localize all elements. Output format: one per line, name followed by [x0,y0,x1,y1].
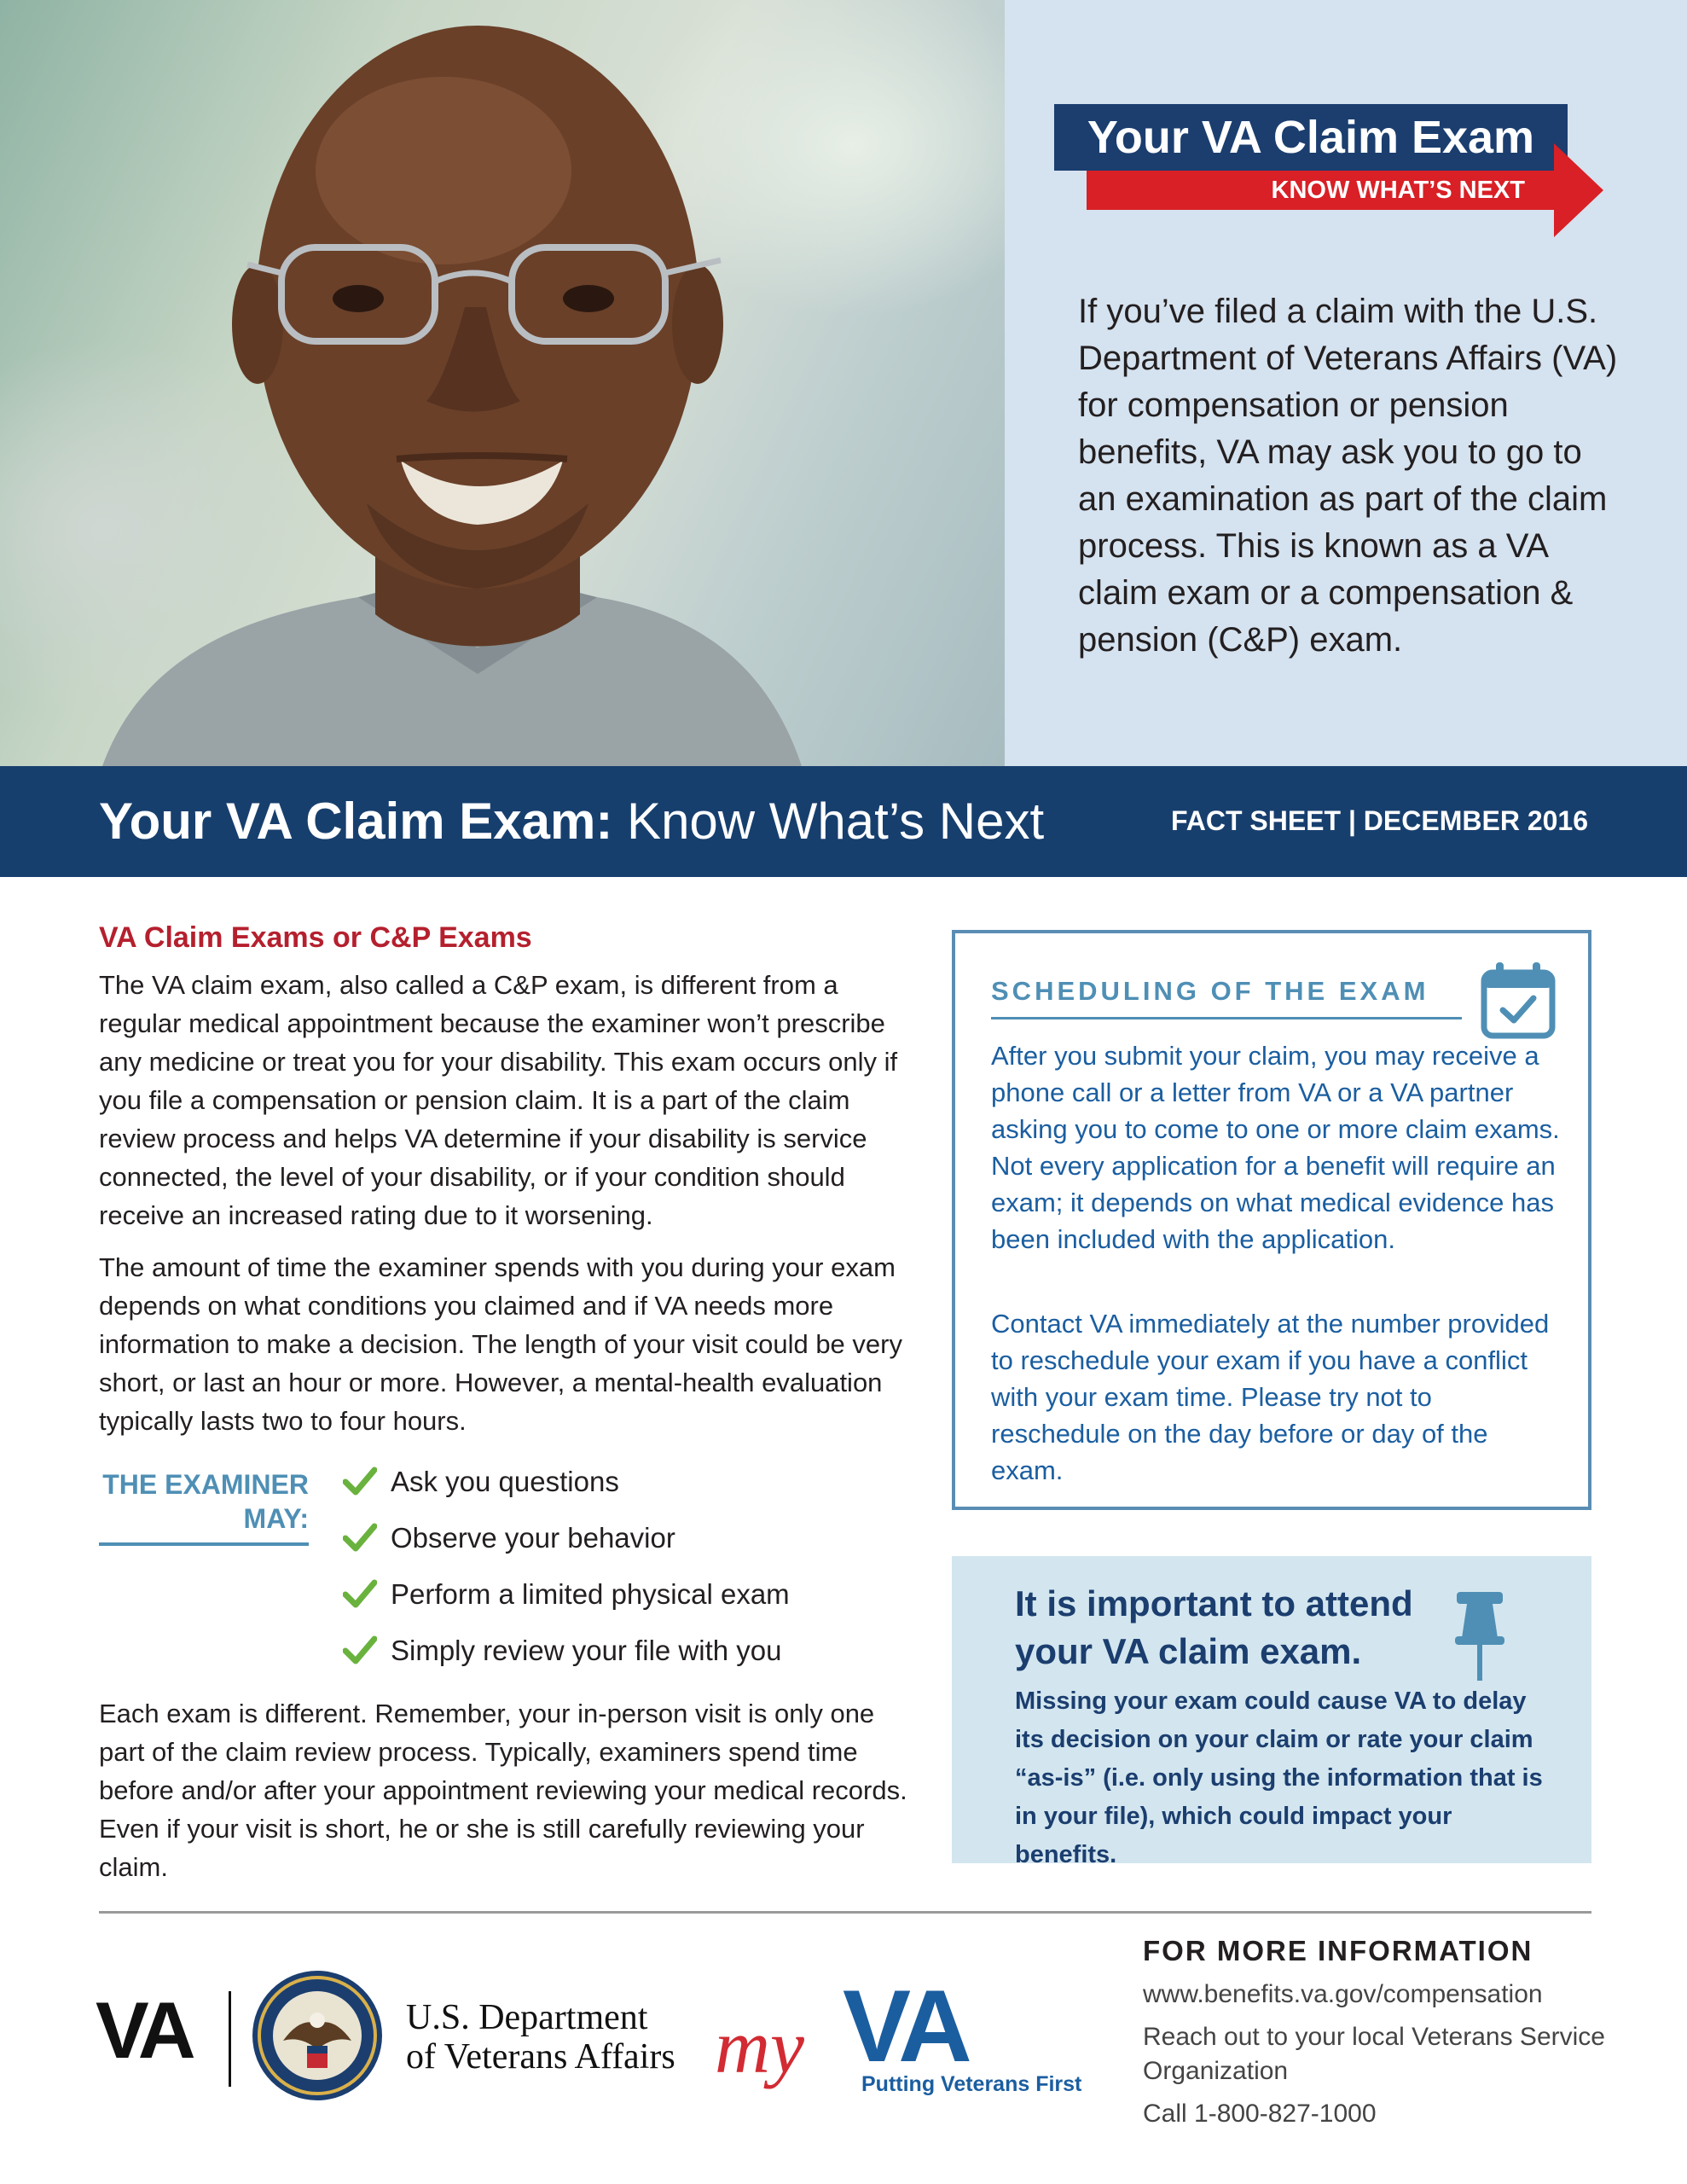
list-item-label: Ask you questions [391,1466,619,1497]
paragraph-each-exam: Each exam is different. Remember, your in-person visit is only one part of the claim review process. Typically, examiners spend time before and/or after your appointment reviewing your medical records. Even if your visit is short, he or she is still carefully reviewing your claim. [99,1699,907,1882]
check-icon [343,1466,377,1496]
list-item-label: Simply review your file with you [391,1635,782,1666]
list-item [343,1623,790,1679]
scheduling-heading: SCHEDULING OF THE EXAM [991,974,1462,1019]
scheduling-box [952,930,1591,1510]
title-badge [1054,104,1617,234]
badge-arrow-shape [1554,143,1603,237]
examiner-actions [343,1454,790,1679]
list-item [343,1454,790,1510]
paragraph-exam-difference: The VA claim exam, also called a C&P exam, is different from a regular medical appointment because the examiner won’t prescribe any medicine or treat you for your disability. This exam occurs only if you file a compensation or pension claim. It is a part of the claim review process and helps VA determine if your disability is service connected, the level of your disability, or if your condition should receive an increased rating due to it worsening. [99,970,898,1230]
examiner-label [99,1467,309,1546]
pushpin-icon [1452,1589,1508,1682]
va-logo: VA [96,1985,191,2075]
footer-divider [99,1911,1591,1914]
banner-title-light: Know What’s Next [612,793,1045,850]
main-column [99,916,909,1900]
list-item-label: Observe your behavior [391,1522,675,1554]
banner-title-bold: Your VA Claim Exam: [99,793,613,850]
examiner-label-line2: MAY: [243,1503,309,1534]
department-name [406,1998,675,2077]
badge-subtitle: KNOW WHAT’S NEXT [1087,171,1554,210]
portrait-illustration [0,0,1005,766]
myva-logo-my: my [715,2005,804,2089]
more-information [1143,1930,1620,2140]
hero [0,0,1687,766]
important-body: Missing your exam could cause VA to delay its decision on your claim or rate your claim “as-is” (i.e. only using the information that is in your file), which could impact your benefits. [1015,1687,1543,1868]
check-icon [343,1578,377,1609]
examiner-may-list [99,1454,909,1677]
fact-sheet-date: FACT SHEET | DECEMBER 2016 [1170,805,1588,836]
important-callout [952,1556,1591,1868]
check-icon [343,1635,377,1665]
list-item [343,1566,790,1623]
myva-logo [715,1971,1090,2107]
more-info-vso: Reach out to your local Veterans Service Organization [1143,2023,1605,2085]
section-heading: VA Claim Exams or C&P Exams [99,921,532,954]
check-icon [343,1522,377,1553]
important-heading: It is important to attend your VA claim exam. [1015,1583,1413,1671]
list-item-label: Perform a limited physical exam [391,1578,790,1610]
myva-logo-va: VA [843,1969,967,2083]
title-banner [0,766,1687,877]
examiner-label-line1: THE EXAMINER [102,1469,309,1500]
department-line2: of Veterans Affairs [406,2037,675,2077]
banner-title [99,792,1044,851]
scheduling-paragraph-2: Contact VA immediately at the number provided to reschedule your exam if you have a conflict with your exam time. Please try not to reschedule on the day before or day of the exam. [991,1309,1550,1485]
calendar-check-icon [1479,959,1557,1041]
more-info-link[interactable]: www.benefits.va.gov/compensation [1143,1980,1543,2008]
more-info-heading: FOR MORE INFORMATION [1143,1935,1533,1966]
list-item [343,1510,790,1566]
myva-tagline: Putting Veterans First [861,2072,1082,2096]
veteran-portrait-photo [0,0,1005,766]
badge-title: Your VA Claim Exam [1054,104,1568,171]
more-info-phone[interactable]: Call 1-800-827-1000 [1143,2100,1377,2128]
intro-text: If you’ve filed a claim with the U.S. Department of Veterans Affairs (VA) for compensation or pension benefits, VA may ask you to go to an examination as part of the claim process. This is known as a VA claim exam or a compensation & pension (C&P) exam. [1078,293,1618,659]
paragraph-exam-duration: The amount of time the examiner spends with you during your exam depends on what conditions you claimed and if VA needs more information to make a decision. The length of your visit could be very short, or last an hour or more. However, a mental-health evaluation typically lasts two to four hours. [99,1252,902,1436]
scheduling-paragraph-1: After you submit your claim, you may receive a phone call or a letter from VA or a VA partner asking you to come to one or more claim exams. Not every application for a benefit will require an exam; it depends on what medical evidence has been included with the application. [991,1041,1560,1254]
department-line1: U.S. Department [406,1998,648,2037]
logo-divider [229,1991,231,2087]
va-seal-icon [249,1967,386,2104]
